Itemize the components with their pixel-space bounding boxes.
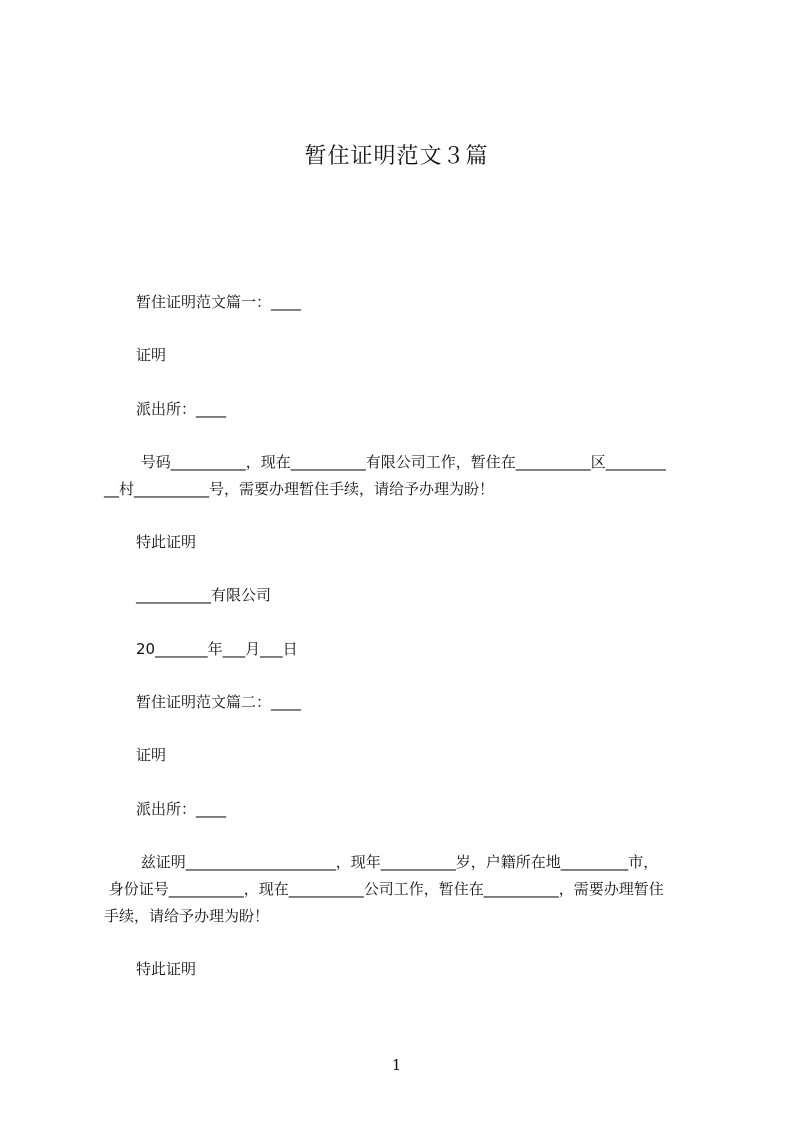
section1-certificate-label: 证明 xyxy=(136,346,167,364)
section2-body-line3: 手续，请给予办理为盼！ xyxy=(104,907,270,925)
section1-body-line1: 号码__________，现在__________有限公司工作，暂住在__________区________ xyxy=(136,453,666,471)
section2-certificate-label: 证明 xyxy=(136,746,167,764)
section2-hereby: 特此证明 xyxy=(136,960,197,978)
document-title: 暂住证明范文３篇 xyxy=(304,144,489,169)
section1-date: 20_______年___月___日 xyxy=(136,640,298,658)
section1-heading: 暂住证明范文篇一：____ xyxy=(136,293,302,311)
section2-heading: 暂住证明范文篇二：____ xyxy=(136,693,302,711)
section1-company: __________有限公司 xyxy=(136,586,272,604)
section1-hereby: 特此证明 xyxy=(136,533,197,551)
section2-body-line1: 兹证明____________________，现年__________岁，户籍所在地_________市， xyxy=(136,853,659,871)
section1-police-station: 派出所：____ xyxy=(136,400,227,418)
section2-body-line2: 身份证号__________，现在__________公司工作，暂住在__________，需要办理暂住 xyxy=(104,880,664,898)
section1-body-line2: __村__________号，需要办理暂住手续，请给予办理为盼！ xyxy=(104,480,495,498)
section2-police-station: 派出所：____ xyxy=(136,800,227,818)
page-number: 1 xyxy=(391,1056,402,1074)
